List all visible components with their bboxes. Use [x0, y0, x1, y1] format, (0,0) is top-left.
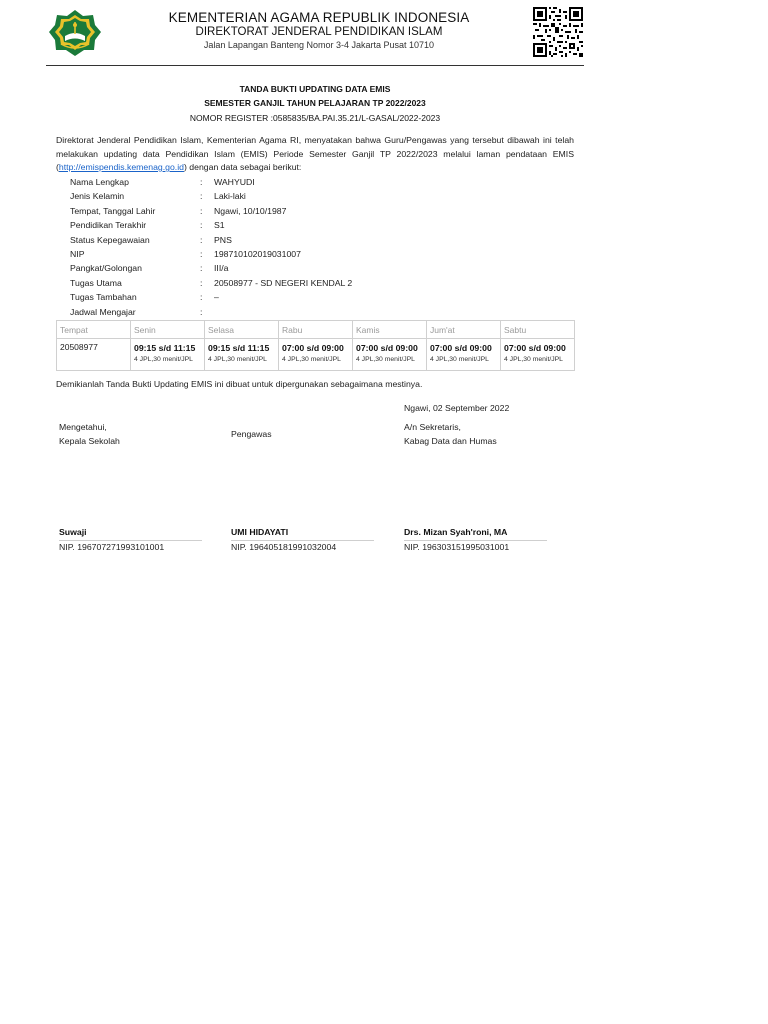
signatory-nip: NIP. 196405181991032004	[231, 541, 337, 552]
identity-row-education	[70, 218, 570, 232]
identity-label: Jenis Kelamin	[70, 191, 125, 202]
directorate-name: DIREKTORAT JENDERAL PENDIDIKAN ISLAM	[195, 26, 443, 38]
signature-role: Pengawas	[231, 429, 272, 439]
intro-text-end: ) dengan data sebagai berikut:	[183, 162, 302, 172]
identity-value: S1	[214, 220, 225, 231]
signatory-nip: NIP. 196303151995031001	[404, 541, 510, 552]
slot-time: 09:15 s/d 11:15	[208, 343, 270, 353]
signature-role: Kabag Data dan Humas	[404, 435, 497, 446]
slot-cell	[205, 339, 279, 371]
slot-time: 07:00 s/d 09:00	[282, 343, 344, 353]
slot-note: 4 JPL,30 menit/JPL	[282, 356, 341, 363]
intro-paragraph	[56, 134, 574, 175]
slot-note: 4 JPL,30 menit/JPL	[430, 356, 489, 363]
identity-colon: :	[200, 248, 203, 259]
register-number: NOMOR REGISTER :0585835/BA.PAI.35.21/L-GASAL/2022-2023	[189, 113, 441, 123]
identity-colon: :	[200, 277, 203, 288]
signature-supervisor	[231, 526, 374, 554]
slot-time: 09:15 s/d 11:15	[134, 343, 196, 353]
identity-row-nip	[70, 247, 570, 261]
identity-row-gender	[70, 189, 570, 203]
signature-secretary-heading	[404, 421, 497, 448]
identity-value: 198710102019031007	[214, 248, 301, 259]
identity-row-status	[70, 233, 570, 247]
column-header: Sabtu	[501, 321, 575, 339]
qr-code-icon	[533, 7, 583, 57]
identity-colon: :	[200, 263, 203, 274]
slot-note: 4 JPL,30 menit/JPL	[208, 356, 267, 363]
slot-time: 07:00 s/d 09:00	[430, 343, 492, 353]
identity-label: Pendidikan Terakhir	[70, 220, 147, 231]
ministry-logo-icon	[47, 8, 103, 58]
slot-cell	[501, 339, 575, 371]
signature-role: A/n Sekretaris,	[404, 422, 461, 432]
closing-statement: Demikianlah Tanda Bukti Updating EMIS ini dibuat untuk dipergunakan sebagaimana mestinya.	[56, 379, 423, 389]
table-header-row	[57, 321, 575, 339]
teaching-schedule-table	[56, 320, 575, 371]
intro-text: Direktorat Jenderal Pendidikan Islam, Kementerian Agama RI, menyatakan bahwa Guru/Pengawas yang tersebut dibawah ini telah melakukan updating data Pendidikan Islam (EMIS) Periode Semester Ganjil TP 2022/2023 melalui laman pendataan EMIS (	[56, 135, 574, 172]
slot-cell	[279, 339, 353, 371]
identity-colon: :	[200, 177, 203, 187]
identity-colon: :	[200, 306, 203, 317]
place-code: 20508977	[60, 342, 98, 352]
column-header: Kamis	[353, 321, 427, 339]
slot-time: 07:00 s/d 09:00	[356, 343, 418, 353]
slot-cell	[131, 339, 205, 371]
column-header: Tempat	[57, 321, 131, 339]
identity-colon: :	[200, 191, 203, 202]
place-date: Ngawi, 02 September 2022	[404, 403, 510, 413]
signature-secretary	[404, 526, 547, 554]
slot-time: 07:00 s/d 09:00	[504, 343, 566, 353]
address: Jalan Lapangan Banteng Nomor 3-4 Jakarta Pusat 10710	[203, 40, 435, 50]
signatory-name: Drs. Mizan Syah'roni, MA	[404, 527, 508, 537]
identity-value: –	[214, 292, 219, 303]
identity-row-extra-task	[70, 290, 570, 304]
signature-supervisor-heading	[231, 428, 272, 442]
signatory-nip: NIP. 196707271993101001	[59, 541, 165, 552]
slot-cell	[427, 339, 501, 371]
identity-label: Tugas Utama	[70, 277, 122, 288]
column-header: Senin	[131, 321, 205, 339]
signature-role: Mengetahui,	[59, 422, 107, 432]
identity-value: PNS	[214, 234, 232, 245]
identity-value: 20508977 - SD NEGERI KENDAL 2	[214, 277, 353, 288]
identity-row-rank	[70, 261, 570, 275]
identity-colon: :	[200, 205, 203, 216]
identity-label: Pangkat/Golongan	[70, 263, 142, 274]
identity-label: NIP	[70, 248, 85, 259]
column-header: Rabu	[279, 321, 353, 339]
identity-value: WAHYUDI	[214, 177, 255, 187]
letterhead	[160, 10, 478, 50]
signatory-name: UMI HIDAYATI	[231, 527, 289, 537]
signature-principal-heading	[59, 421, 120, 448]
identity-row-birth	[70, 204, 570, 218]
signature-principal	[59, 526, 202, 554]
identity-value: III/a	[214, 263, 229, 274]
table-row	[57, 339, 575, 371]
place-cell	[57, 339, 131, 371]
column-header: Selasa	[205, 321, 279, 339]
identity-label: Tempat, Tanggal Lahir	[70, 205, 156, 216]
identity-label: Nama Lengkap	[70, 177, 129, 187]
column-header: Jum'at	[427, 321, 501, 339]
identity-colon: :	[200, 220, 203, 231]
ministry-name: KEMENTERIAN AGAMA REPUBLIK INDONESIA	[168, 10, 470, 25]
identity-label: Tugas Tambahan	[70, 292, 137, 303]
slot-note: 4 JPL,30 menit/JPL	[134, 356, 193, 363]
signatory-name: Suwaji	[59, 527, 87, 537]
identity-label: Jadwal Mengajar	[70, 306, 136, 317]
identity-value: Laki-laki	[214, 191, 246, 202]
semester-title: SEMESTER GANJIL TAHUN PELAJARAN TP 2022/2023	[204, 98, 426, 108]
signature-role: Kepala Sekolah	[59, 435, 120, 446]
document-titles	[46, 82, 584, 125]
slot-cell	[353, 339, 427, 371]
slot-note: 4 JPL,30 menit/JPL	[356, 356, 415, 363]
slot-note: 4 JPL,30 menit/JPL	[504, 356, 563, 363]
identity-label: Status Kepegawaian	[70, 234, 150, 245]
identity-row-schedule	[70, 305, 570, 319]
identity-value: Ngawi, 10/10/1987	[214, 205, 287, 216]
identity-colon: :	[200, 292, 203, 303]
emis-link[interactable]: http://emispendis.kemenag.go.id	[58, 162, 184, 172]
identity-list	[70, 175, 570, 319]
identity-row-main-task	[70, 276, 570, 290]
identity-row-name	[70, 175, 570, 189]
identity-colon: :	[200, 234, 203, 245]
document-title: TANDA BUKTI UPDATING DATA EMIS	[239, 84, 391, 94]
header-divider	[46, 65, 584, 66]
